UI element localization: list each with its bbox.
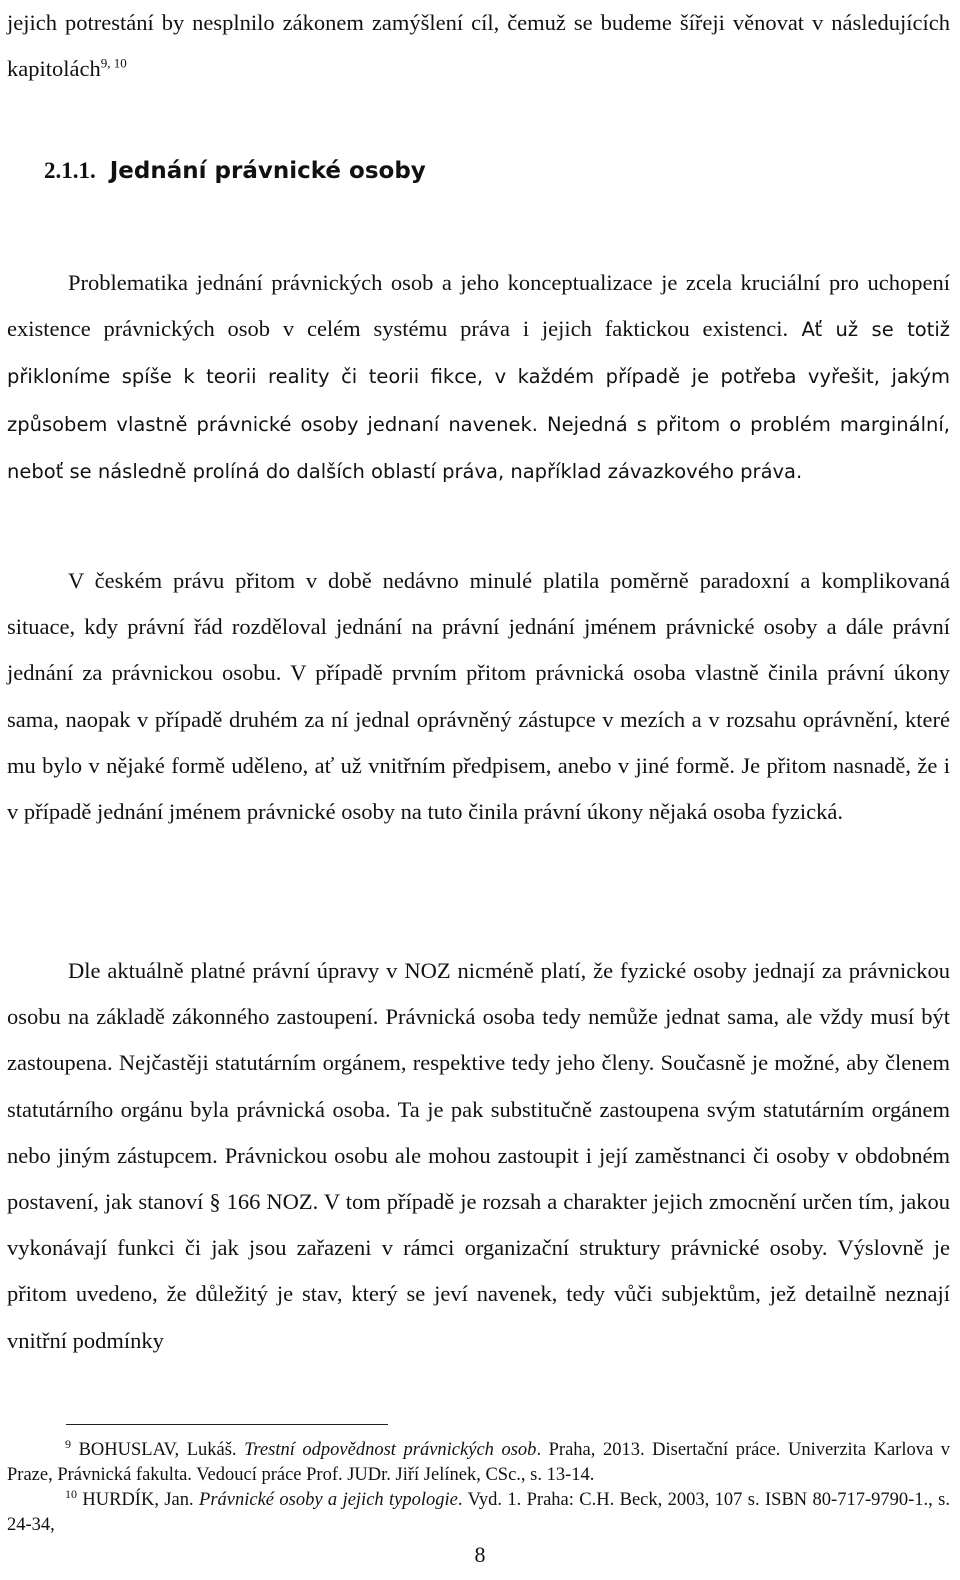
section-number: 2.1.1. bbox=[44, 158, 96, 183]
paragraph-2-part-2: V případě prvním přitom právnická osoba vlastně činila právní úkony sama, naopak v případě druhém za ní jednal oprávněný zástupce v mezích a v rozsahu oprávnění, které mu bylo v nějaké formě uděleno, ať už vnitřním předpisem, anebo v jiné formě. bbox=[7, 660, 951, 778]
footnote-9-title: Trestní odpovědnost právnických osob bbox=[244, 1440, 537, 1460]
intro-paragraph bbox=[7, 0, 950, 92]
intro-text: jejich potrestání by nesplnilo zákonem zamýšlení cíl, čemuž se budeme šířeji věnovat v následujících kapitolách bbox=[7, 10, 950, 82]
footnote-9-rest: . Praha, 2013. Disertační práce. Univerzita Karlova v Praze, Právnická fakulta. Vedoucí práce Prof. JUDr. Jiří Jelínek, CSc., s. 13-14. bbox=[7, 1440, 951, 1485]
footnote-10-title: Právnické osoby a jejich typologie bbox=[199, 1490, 458, 1510]
footnote-10-author: HURDÍK, Jan. bbox=[77, 1490, 200, 1510]
footnote-9-mark: 9 bbox=[65, 1436, 71, 1451]
section-title: Jednání právnické osoby bbox=[109, 158, 426, 184]
page-number: 8 bbox=[474, 1542, 486, 1567]
footnote-divider bbox=[66, 1424, 388, 1425]
paragraph-2-part-3: Je přitom nasnadě, že i v případě jednání jménem právnické osoby na tuto činila právní úkony nějaká osoba fyzická. bbox=[7, 752, 951, 825]
paragraph-1-part-2: Ať už se totiž přikloníme spíše k teorii reality či teorii fikce, v každém případě je potřeba vyřešit, jakým způsobem vlastně právnické osoby jednaní navenek. Nejedná s přitom o problém marginální, neboť se následně prolíná do dalších oblastí práva, například závazkového práva. bbox=[7, 318, 950, 483]
paragraph-3: Dle aktuálně platné právní úpravy v NOZ nicméně platí, že fyzické osoby jednají za právnickou osobu na základě zákonného zastoupení. Právnická osoba tedy nemůže jednat sama, ale vždy musí být zastoupena. Nejčastěji statutárním orgánem, respektive tedy jeho členy. Současně je možné, aby členem statutárního orgánu byla právnická osoba. Ta je pak substitučně zastoupena svým statutárním orgánem nebo jiným zástupcem. Právnickou osobu ale mohou zastoupit i její zaměstnanci či osoby v obdobném postavení, jak stanoví § 166 NOZ. V tom případě je rozsah a charakter jejich zmocnění určen tím, jakou vykonávají funkci či jak jsou zařazeni v rámci organizační struktury právnické osoby. Výslovně je přitom uvedeno, že důležitý je stav, který se jeví navenek, tedy vůči subjektům, jež detailně neznají vnitřní podmínky bbox=[7, 958, 950, 1353]
footnote-9-author: BOHUSLAV, Lukáš. bbox=[71, 1440, 245, 1460]
footnote-ref-9[interactable]: 9 bbox=[100, 55, 108, 71]
section-heading bbox=[44, 158, 426, 184]
footnote-ref-10[interactable]: 10 bbox=[113, 55, 127, 71]
paragraph-1 bbox=[7, 260, 950, 495]
paragraph-2-part-1: V českém právu přitom v době nedávno minulé platila poměrně paradoxní a komplikovaná situace, kdy právní řád rozděloval jednání na právní jednání jménem právnické osoby a dále právní jednání za právnickou osobu. bbox=[7, 568, 950, 686]
paragraph-1-part-1: Problematika jednání právnických osob a jeho konceptualizace je zcela kruciální pro uchopení existence právnických osob v celém systému práva i jejich faktickou existenci. bbox=[7, 270, 950, 342]
paragraph-2 bbox=[7, 558, 950, 835]
footnote-ref-separator: , bbox=[107, 55, 114, 71]
footnote-10-rest: . Vyd. 1. Praha: C.H. Beck, 2003, 107 s. ISBN 80-717-9790-1., s. 24-34, bbox=[7, 1490, 950, 1535]
footnote-10 bbox=[7, 1488, 950, 1538]
footnote-10-mark: 10 bbox=[65, 1486, 77, 1501]
footnote-9 bbox=[7, 1438, 950, 1488]
